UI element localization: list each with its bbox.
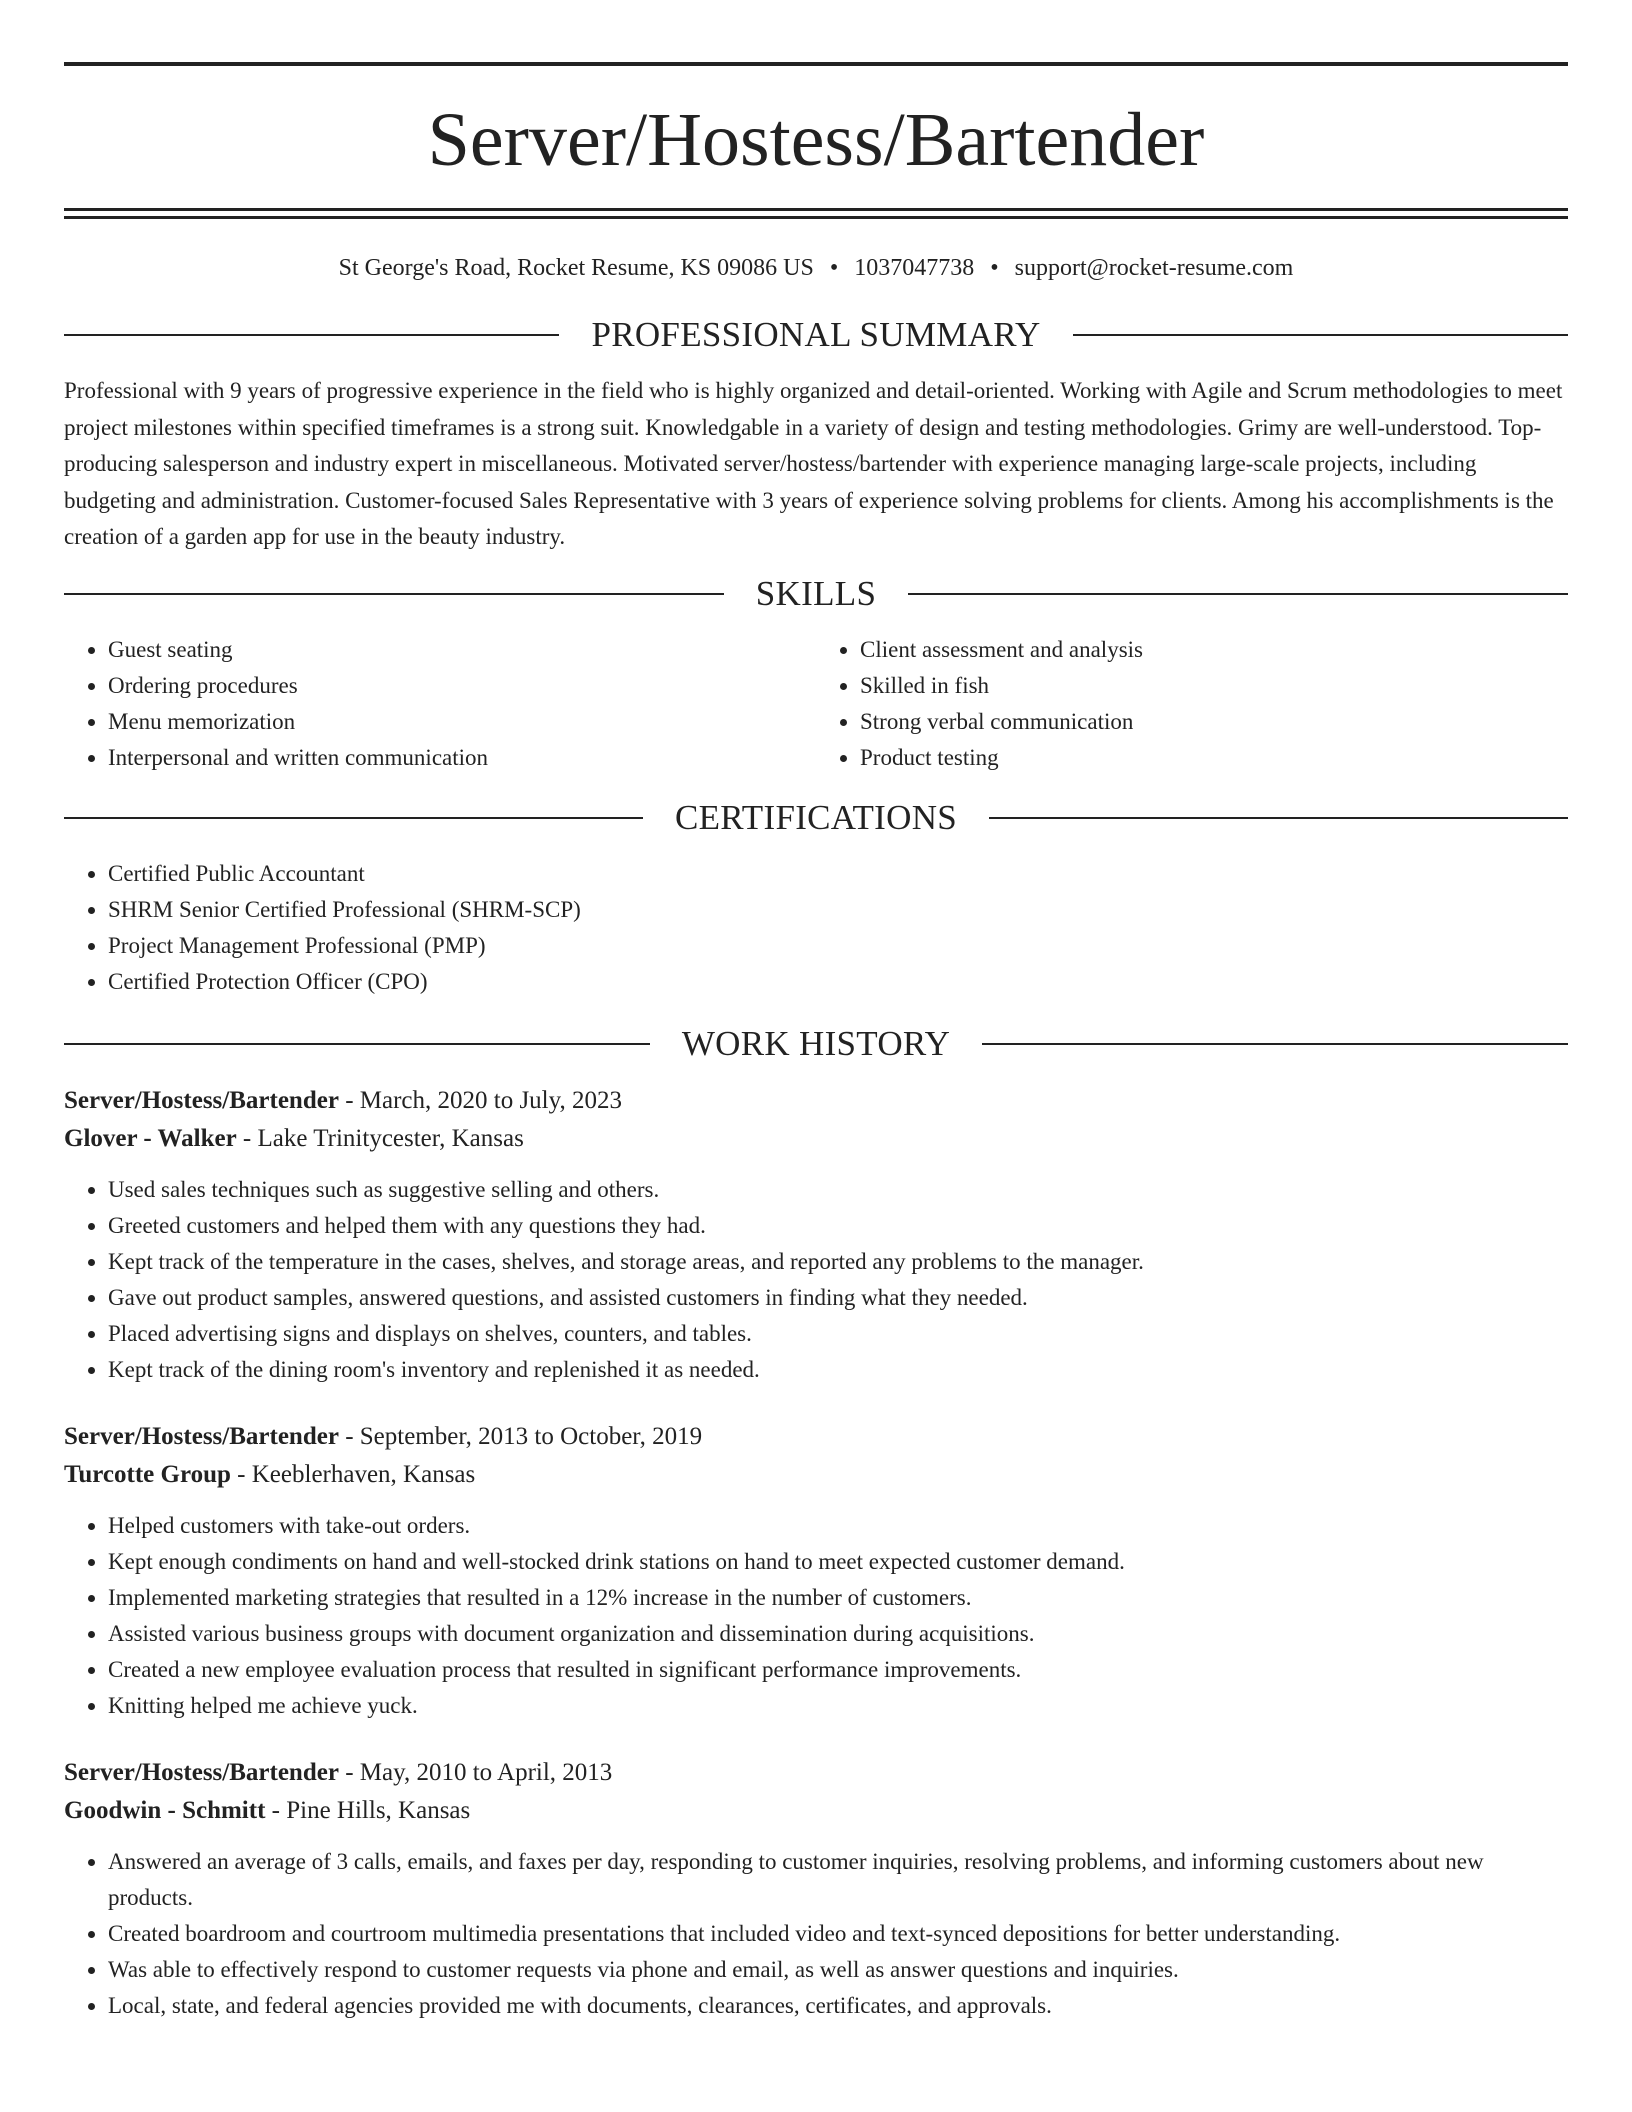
heading-rule (908, 593, 1568, 595)
certification-item: • Certified Protection Officer (CPO) (108, 964, 1568, 1000)
job-duty-item: • Answered an average of 3 calls, emails, and faxes per day, responding to customer inquiries, resolving problems, and informing customers about new products. (108, 1844, 1568, 1916)
job-location: - Keeblerhaven, Kansas (230, 1460, 476, 1488)
job-duty-item: • Kept track of the dining room's inventory and replenished it as needed. (108, 1352, 1568, 1388)
job-duty-item: • Was able to effectively respond to customer requests via phone and email, as well as answer questions and inquiries. (108, 1952, 1568, 1988)
heading-rule (1073, 334, 1568, 336)
job-duty-item: • Knitting helped me achieve yuck. (108, 1688, 1568, 1724)
skill-item: • Menu memorization (108, 704, 816, 740)
job-duties-list (64, 1844, 1568, 2024)
job-duty-item: • Used sales techniques such as suggestive selling and others. (108, 1172, 1568, 1208)
section-title: CERTIFICATIONS (674, 797, 958, 837)
heading-rule (64, 334, 559, 336)
job-duty-item: • Placed advertising signs and displays on shelves, counters, and tables. (108, 1316, 1568, 1352)
job-entry (64, 1082, 1568, 1388)
job-duty-item: • Implemented marketing strategies that resulted in a 12% increase in the number of customers. (108, 1580, 1568, 1616)
job-title: Server/Hostess/Bartender (64, 1086, 339, 1114)
job-duty-item: • Created a new employee evaluation process that resulted in significant performance improvements. (108, 1652, 1568, 1688)
certification-item: • Project Management Professional (PMP) (108, 928, 1568, 964)
job-duty-item: • Gave out product samples, answered questions, and assisted customers in finding what they needed. (108, 1280, 1568, 1316)
section-heading-skills (64, 574, 1568, 614)
skill-item: • Strong verbal communication (860, 704, 1568, 740)
skill-item: • Guest seating (108, 632, 816, 668)
job-duty-item: • Kept track of the temperature in the cases, shelves, and storage areas, and reported any problems to the manager. (108, 1244, 1568, 1280)
skill-item: • Client assessment and analysis (860, 632, 1568, 668)
job-company-line (64, 1792, 1568, 1830)
job-company: Goodwin - Schmitt (64, 1796, 266, 1824)
job-dates: - May, 2010 to April, 2013 (338, 1758, 613, 1786)
skills-column-left (64, 632, 816, 776)
job-duty-item: • Created boardroom and courtroom multimedia presentations that included video and text-synced depositions for better understanding. (108, 1916, 1568, 1952)
job-duties-list (64, 1508, 1568, 1724)
heading-rule (64, 1043, 650, 1045)
section-title: SKILLS (755, 573, 877, 613)
skill-item: • Interpersonal and written communication (108, 740, 816, 776)
job-duty-item: • Greeted customers and helped them with any questions they had. (108, 1208, 1568, 1244)
double-rule (64, 208, 1568, 219)
contact-line (64, 253, 1568, 283)
skill-item: • Skilled in fish (860, 668, 1568, 704)
section-title: PROFESSIONAL SUMMARY (591, 315, 1041, 354)
work-history (64, 1082, 1568, 2024)
job-title: Server/Hostess/Bartender (64, 1422, 339, 1450)
section-heading-summary (64, 315, 1568, 355)
job-duty-item: • Helped customers with take-out orders. (108, 1508, 1568, 1544)
job-title-line (64, 1754, 1568, 1792)
certifications-list (64, 856, 1568, 1000)
skill-item: • Product testing (860, 740, 1568, 776)
top-rule (64, 62, 1568, 66)
job-location: - Pine Hills, Kansas (265, 1796, 471, 1824)
summary-text: Professional with 9 years of progressive experience in the field who is highly organized and detail-oriented. Working with Agile and Scrum methodologies to meet project milestones within specified timeframes is a strong suit. Knowledgable in a variety of design and testing methodologies. Grimy are well-understood. Top-producing salesperson and industry expert in miscellaneous. Motivated server/hostess/bartender with experience managing large-scale projects, including budgeting and administration. Customer-focused Sales Representative with 3 years of experience solving problems for clients. Among his accomplishments is the creation of a garden app for use in the beauty industry. (64, 378, 1563, 549)
job-duty-item: • Local, state, and federal agencies provided me with documents, clearances, certificates, and approvals. (108, 1988, 1568, 2024)
job-dates: - March, 2020 to July, 2023 (338, 1086, 623, 1114)
job-entry (64, 1418, 1568, 1724)
job-duty-item: • Kept enough condiments on hand and well-stocked drink stations on hand to meet expected customer demand. (108, 1544, 1568, 1580)
heading-rule (982, 1043, 1568, 1045)
job-title-line (64, 1082, 1568, 1120)
job-title: Server/Hostess/Bartender (64, 1758, 339, 1786)
job-entry (64, 1754, 1568, 2024)
section-heading-work (64, 1024, 1568, 1064)
separator-dot: • (829, 255, 839, 281)
job-location: - Lake Trinitycester, Kansas (236, 1124, 524, 1152)
section-title: WORK HISTORY (681, 1023, 951, 1063)
job-duties-list (64, 1172, 1568, 1388)
section-heading-certifications (64, 798, 1568, 838)
heading-rule (64, 817, 643, 819)
certification-item: • SHRM Senior Certified Professional (SHRM-SCP) (108, 892, 1568, 928)
skill-item: • Ordering procedures (108, 668, 816, 704)
resume-name: Server/Hostess/Bartender (427, 98, 1205, 182)
job-company: Turcotte Group (64, 1460, 231, 1488)
skills-list (64, 632, 1568, 776)
heading-rule (989, 817, 1568, 819)
job-title-line (64, 1418, 1568, 1456)
job-company-line (64, 1120, 1568, 1158)
separator-dot: • (990, 255, 999, 281)
address: St George's Road, Rocket Resume, KS 09086 US (338, 255, 814, 281)
skills-column-right (816, 632, 1568, 776)
job-company-line (64, 1456, 1568, 1494)
phone: 1037047738 (854, 255, 975, 281)
job-company: Glover - Walker (64, 1124, 237, 1152)
email-link[interactable]: support@rocket-resume.com (1014, 255, 1294, 281)
job-duty-item: • Assisted various business groups with document organization and dissemination during acquisitions. (108, 1616, 1568, 1652)
job-dates: - September, 2013 to October, 2019 (338, 1422, 703, 1450)
certification-item: • Certified Public Accountant (108, 856, 1568, 892)
heading-rule (64, 593, 724, 595)
